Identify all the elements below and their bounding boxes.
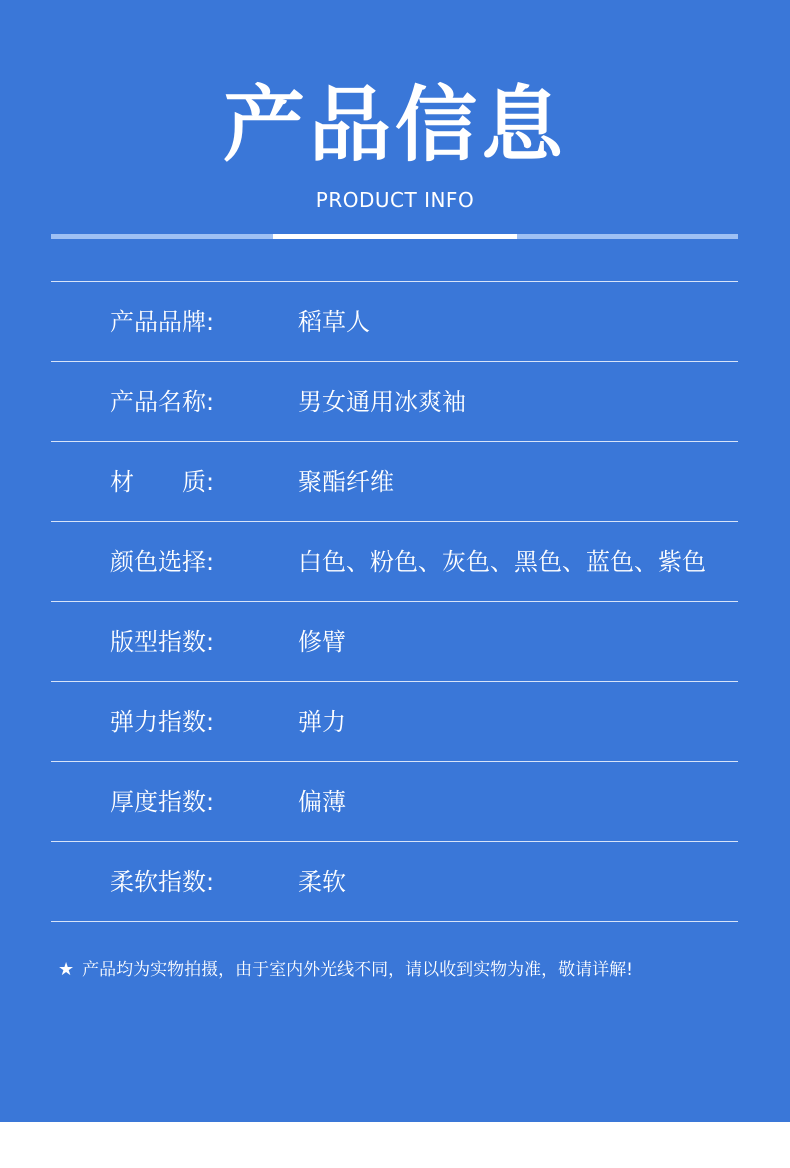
table-row: [51, 281, 738, 361]
star-icon: ★: [58, 959, 75, 980]
row-value: 稻草人: [298, 308, 370, 336]
page-subtitle: PRODUCT INFO: [315, 188, 475, 212]
disclaimer-text: 产品均为实物拍摄，由于室内外光线不同，请以收到实物为准，敬请详解!: [82, 960, 633, 980]
divider-bar-left: [51, 234, 273, 239]
row-label: 厚度指数:: [110, 788, 215, 816]
row-value: 白色、粉色、灰色、黑色、蓝色、紫色: [298, 548, 706, 576]
row-label: 版型指数:: [110, 628, 215, 656]
row-label: 弹力指数:: [110, 708, 215, 736]
row-value: 柔软: [298, 868, 346, 896]
table-row: [51, 361, 738, 441]
table-row: [51, 601, 738, 681]
row-value: 聚酯纤维: [298, 468, 394, 496]
row-value: 男女通用冰爽袖: [298, 388, 466, 416]
row-value: 修臂: [298, 628, 346, 656]
info-table: [51, 281, 738, 922]
disclaimer-note: [58, 956, 633, 984]
row-label: 材 质:: [110, 468, 215, 496]
page-title: 产品信息: [222, 78, 567, 173]
row-label: 产品品牌:: [110, 308, 215, 336]
table-row: [51, 681, 738, 761]
row-label: 柔软指数:: [110, 868, 215, 896]
divider-bar-center: [273, 234, 517, 239]
row-label: 颜色选择:: [110, 548, 215, 576]
table-row: [51, 521, 738, 601]
table-row: [51, 441, 738, 521]
table-row: [51, 761, 738, 841]
row-label: 产品名称:: [110, 388, 215, 416]
divider-bar-right: [517, 234, 738, 239]
table-row: [51, 841, 738, 922]
row-value: 弹力: [298, 708, 346, 736]
row-value: 偏薄: [298, 788, 346, 816]
